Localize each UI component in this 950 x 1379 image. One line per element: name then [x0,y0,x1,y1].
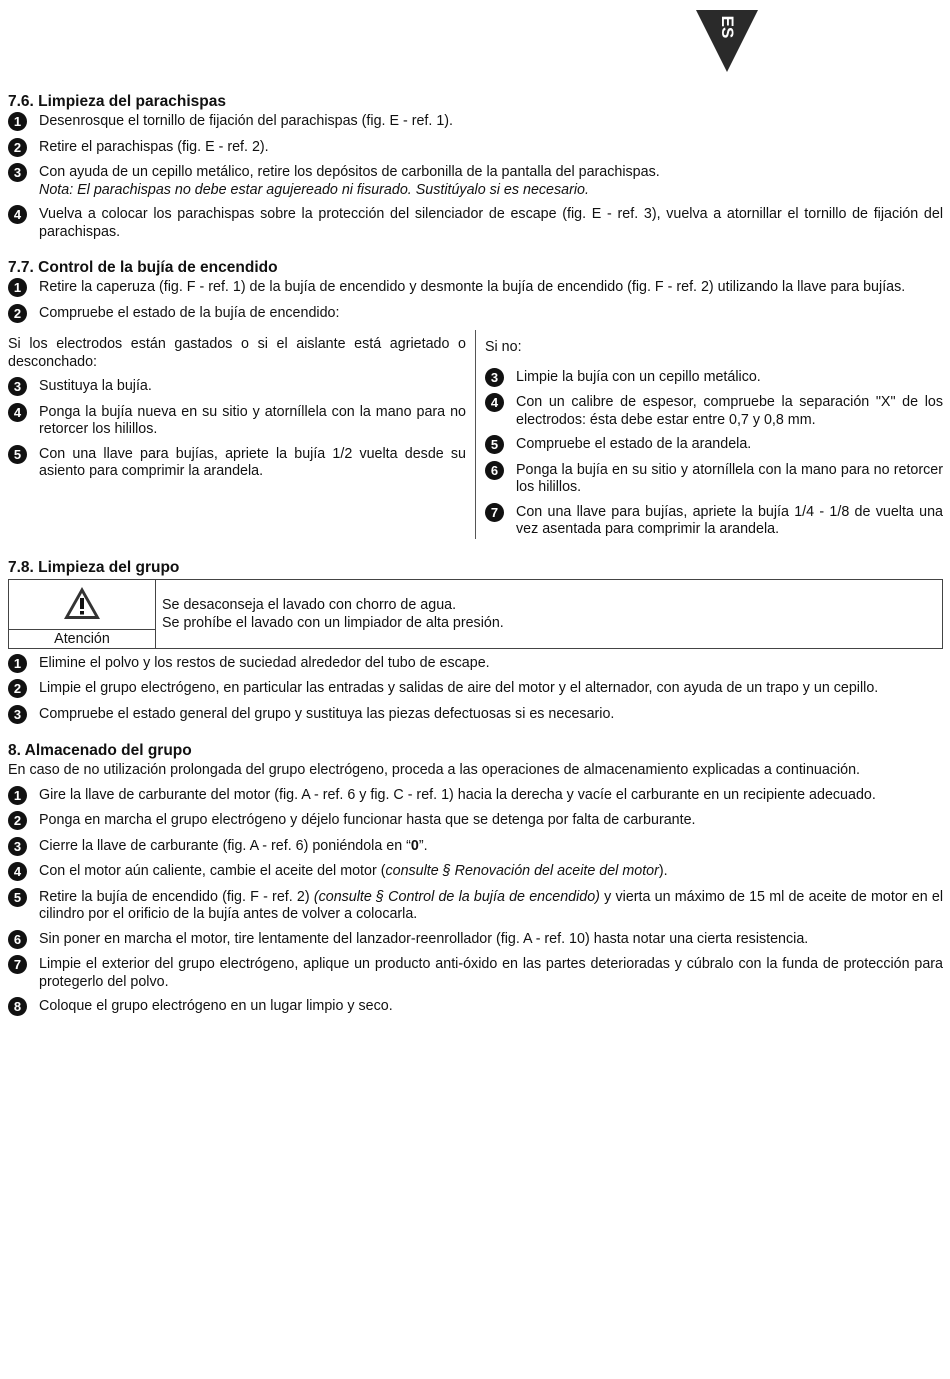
step-text: Gire la llave de carburante del motor (fig. A - ref. 6 y fig. C - ref. 1) hacia la derecha y vacíe el carburante en un recipiente adecuado. [39,786,876,803]
step-number: 4 [8,205,27,224]
step-text: Sustituya la bujía. [39,378,152,394]
section-title-7-7: 7.7. Control de la bujía de encendido [8,259,278,276]
step-number: 4 [8,403,27,422]
language-badge [694,8,760,74]
step-text: Con ayuda de un cepillo metálico, retire los depósitos de carbonilla de la pantalla del parachispas. [39,164,660,180]
step-number: 1 [8,786,27,805]
list-item [8,206,943,241]
step-number: 5 [485,435,504,454]
step-number: 1 [8,278,27,297]
step-text: Limpie el exterior del grupo electrógeno, aplique un producto anti-óxido en las partes deterioradas y cúbralo con la funda de protección para protegerlo del polvo. [39,956,943,990]
step-text: Compruebe el estado de la arandela. [516,436,752,452]
step-number: 7 [485,503,504,522]
step-text: Coloque el grupo electrógeno en un lugar limpio y seco. [39,998,393,1014]
list-item [8,706,943,725]
step-text: Con una llave para bujías, apriete la bujía 1/2 vuelta desde su asiento para comprimir la arandela. [39,445,466,479]
step-text: Retire la bujía de encendido (fig. F - ref. 2) (consulte § Control de la bujía de encendido) y vierta un máximo de 15 ml de aceite de motor en el cilindro por el orificio de la bujía antes de volver a colocarla. [39,888,943,922]
step-text: Retire la caperuza (fig. F - ref. 1) de la bujía de encendido y desmonte la bujía de encendido (fig. F - ref. 2) utilizando la llave para bujías. [39,279,906,295]
column-intro: Si los electrodos están gastados o si el aislante está agrietado o desconchado: [8,336,466,370]
step-text: Ponga la bujía en su sitio y atorníllela con la mano para no retorcer los hilillos. [516,461,943,495]
list-item [8,404,466,439]
list-item [8,787,943,806]
step-number: 3 [8,705,27,724]
step-text: Ponga la bujía nueva en su sitio y atorníllela con la mano para no retorcer los hilillos. [39,403,466,437]
list-item [8,446,466,481]
list-item [8,164,943,199]
step-number: 4 [485,393,504,412]
step-number: 6 [485,461,504,480]
step-number: 3 [8,377,27,396]
list-item [8,863,943,882]
otherwise-column [475,330,943,539]
section-title-7-6: 7.6. Limpieza del parachispas [8,93,226,110]
step-number: 2 [8,138,27,157]
step-number: 3 [485,368,504,387]
list-item [8,998,943,1017]
warning-text [156,580,510,648]
step-number: 2 [8,811,27,830]
section-title-7-8: 7.8. Limpieza del grupo [8,558,180,576]
step-text: Desenrosque el tornillo de fijación del parachispas (fig. E - ref. 1). [39,113,454,129]
step-text: Limpie la bujía con un cepillo metálico. [516,368,761,385]
step-number: 6 [8,930,27,949]
step-text: Sin poner en marcha el motor, tire lentamente del lanzador-reenrollador (fig. A - ref. 10) hasta notar una cierta resistencia. [39,930,809,947]
step-number: 1 [8,112,27,131]
list-item [8,931,943,950]
list-item [8,889,943,924]
list-item [485,436,943,455]
spark-plug-columns [8,330,943,539]
list-item [8,680,943,699]
step-text: Compruebe el estado general del grupo y sustituya las piezas defectuosas si es necesario. [39,705,615,722]
step-text: Retire el parachispas (fig. E - ref. 2). [39,138,269,155]
step-number: 5 [8,445,27,464]
step-text: Con un calibre de espesor, compruebe la separación "X" de los electrodos: ésta debe estar entre 0,7 y 0,8 mm. [516,394,943,428]
step-number: 3 [8,163,27,182]
manual-page [8,92,943,1024]
cross-reference: consulte § Renovación del aceite del motor [385,863,659,879]
list-item [8,139,943,158]
step-number: 8 [8,997,27,1016]
list-item [8,305,943,324]
list-item [8,113,943,132]
step-text: Con el motor aún caliente, cambie el aceite del motor (consulte § Renovación del aceite del motor). [39,863,668,879]
list-item [485,394,943,429]
list-item [8,279,943,298]
step-number: 4 [8,862,27,881]
step-note: Nota: El parachispas no debe estar agujereado ni fisurado. Sustitúyalo si es necesario. [39,181,589,198]
step-number: 5 [8,888,27,907]
list-item [8,838,943,857]
list-item [485,462,943,497]
step-text: Limpie el grupo electrógeno, en particular las entradas y salidas de aire del motor y el alternador, con ayuda de un trapo y un cepillo. [39,680,879,696]
worn-column [8,330,475,539]
step-text: Compruebe el estado de la bujía de encendido: [39,304,340,321]
step-number: 3 [8,837,27,856]
list-item [485,504,943,539]
step-text: Ponga en marcha el grupo electrógeno y déjelo funcionar hasta que se detenga por falta de carburante. [39,812,696,828]
language-code: ES [718,15,737,39]
list-item [8,956,943,991]
warning-line: Se prohíbe el lavado con un limpiador de alta presión. [162,614,504,631]
list-item [485,369,943,388]
warning-label: Atención [9,629,155,648]
warning-box [8,579,943,649]
step-number: 7 [8,955,27,974]
step-text: Cierre la llave de carburante (fig. A - ref. 6) poniéndola en “0”. [39,837,428,854]
list-item [8,812,943,831]
step-number: 2 [8,679,27,698]
warning-line: Se desaconseja el lavado con chorro de agua. [162,596,457,613]
column-intro: Si no: [485,339,522,355]
section-title-8: 8. Almacenado del grupo [8,742,192,759]
step-number: 1 [8,654,27,673]
list-item [8,655,943,674]
list-item [8,378,466,397]
step-text: Vuelva a colocar los parachispas sobre la protección del silenciador de escape (fig. E - ref. 3), vuelva a atornillar el tornillo de fijación del parachispas. [39,206,943,240]
warning-triangle-icon [63,586,101,620]
warning-symbol-cell [9,580,156,648]
cross-reference: (consulte § Control de la bujía de encendido) [313,888,600,905]
step-text: Elimine el polvo y los restos de suciedad alrededor del tubo de escape. [39,654,490,671]
section-intro: En caso de no utilización prolongada del grupo electrógeno, proceda a las operaciones de almacenamiento explicadas a continuación. [8,762,861,778]
step-number: 2 [8,304,27,323]
step-text: Con una llave para bujías, apriete la bujía 1/4 - 1/8 de vuelta una vez asentada para comprimir la arandela. [516,503,943,537]
